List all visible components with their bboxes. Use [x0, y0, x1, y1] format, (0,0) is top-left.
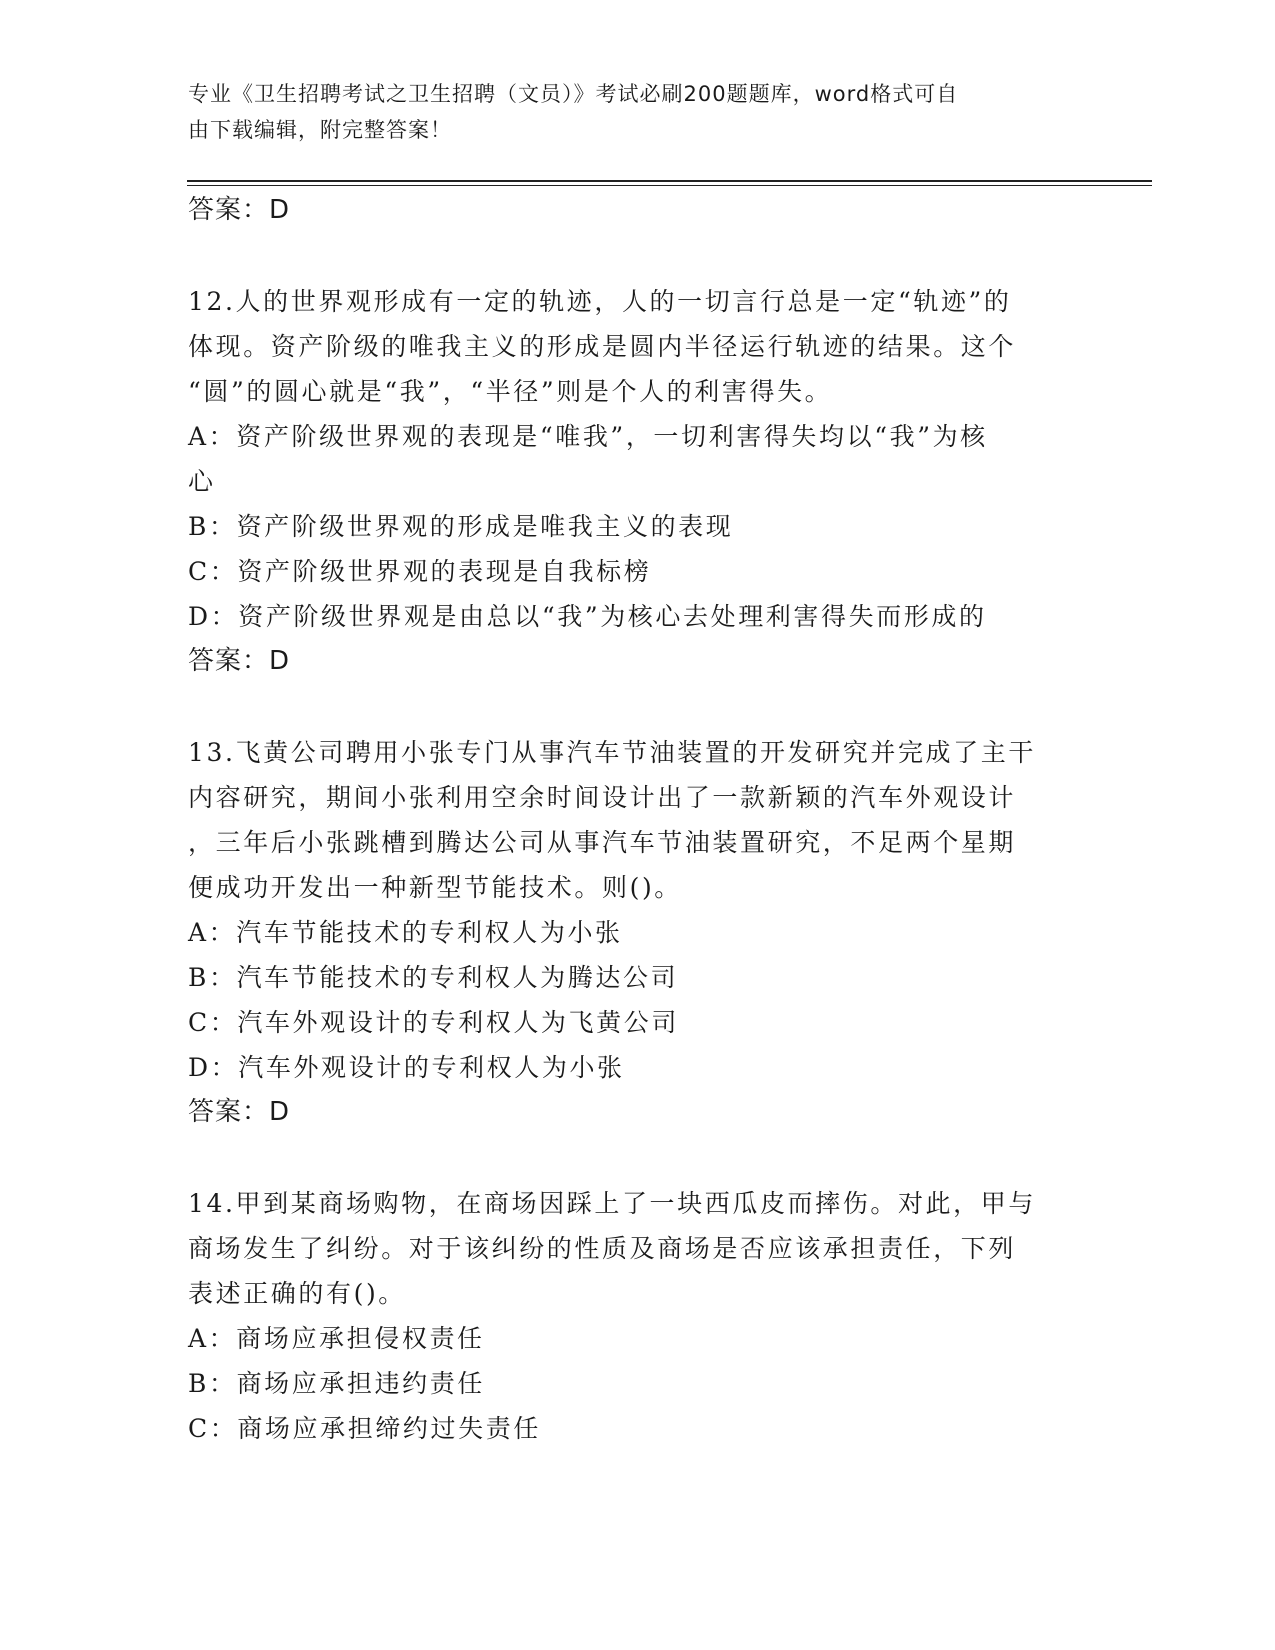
question-13	[188, 730, 1088, 1134]
header-rule-thin	[187, 185, 1152, 186]
question-12	[188, 279, 1088, 683]
question-stem-line: 表述正确的有()。	[188, 1279, 406, 1308]
question-14	[188, 1181, 1088, 1451]
question-stem-line: 内容研究，期间小张利用空余时间设计出了一款新颖的汽车外观设计	[188, 783, 1017, 812]
question-stem-line: “圆”的圆心就是“我”，“半径”则是个人的利害得失。	[188, 377, 833, 406]
answer-12: 答案：D	[188, 646, 291, 676]
page-header	[188, 76, 1068, 148]
option-a-continued: 心	[188, 467, 216, 496]
spacer	[188, 232, 1088, 279]
option-a: A：资产阶级世界观的表现是“唯我”，一切利害得失均以“我”为核	[188, 422, 988, 451]
spacer	[188, 683, 1088, 730]
header-line-2: 由下载编辑，附完整答案！	[188, 118, 452, 142]
question-stem-line: 商场发生了纠纷。对于该纠纷的性质及商场是否应该承担责任，下列	[188, 1234, 1017, 1263]
option-b: B：汽车节能技术的专利权人为腾达公司	[188, 963, 679, 992]
question-stem-line: ，三年后小张跳槽到腾达公司从事汽车节油装置研究，不足两个星期	[188, 828, 1017, 857]
option-b: B：商场应承担违约责任	[188, 1369, 485, 1398]
option-c: C：汽车外观设计的专利权人为飞黄公司	[188, 1008, 679, 1037]
option-c: C：商场应承担缔约过失责任	[188, 1414, 541, 1443]
question-content	[188, 188, 1088, 1451]
option-c: C：资产阶级世界观的表现是自我标榜	[188, 557, 652, 586]
option-a: A：汽车节能技术的专利权人为小张	[188, 918, 623, 947]
option-a: A：商场应承担侵权责任	[188, 1324, 485, 1353]
option-b: B：资产阶级世界观的形成是唯我主义的表现	[188, 512, 734, 541]
previous-answer: 答案：D	[188, 195, 291, 225]
question-stem-line: 体现。资产阶级的唯我主义的形成是圆内半径运行轨迹的结果。这个	[188, 332, 1017, 361]
question-stem-line: 便成功开发出一种新型节能技术。则()。	[188, 873, 682, 902]
question-stem-line: 14.甲到某商场购物，在商场因踩上了一块西瓜皮而摔伤。对此，甲与	[188, 1189, 1036, 1218]
question-stem-line: 13.飞黄公司聘用小张专门从事汽车节油装置的开发研究并完成了主干	[188, 738, 1036, 767]
header-rule-thick	[187, 180, 1152, 182]
spacer	[188, 1134, 1088, 1181]
option-d: D：汽车外观设计的专利权人为小张	[188, 1053, 625, 1082]
header-line-1: 专业《卫生招聘考试之卫生招聘（文员）》考试必刷200题题库，word格式可自	[188, 82, 959, 106]
answer-13: 答案：D	[188, 1097, 291, 1127]
option-d: D：资产阶级世界观是由总以“我”为核心去处理利害得失而形成的	[188, 602, 987, 631]
question-stem-line: 12.人的世界观形成有一定的轨迹，人的一切言行总是一定“轨迹”的	[188, 287, 1012, 316]
